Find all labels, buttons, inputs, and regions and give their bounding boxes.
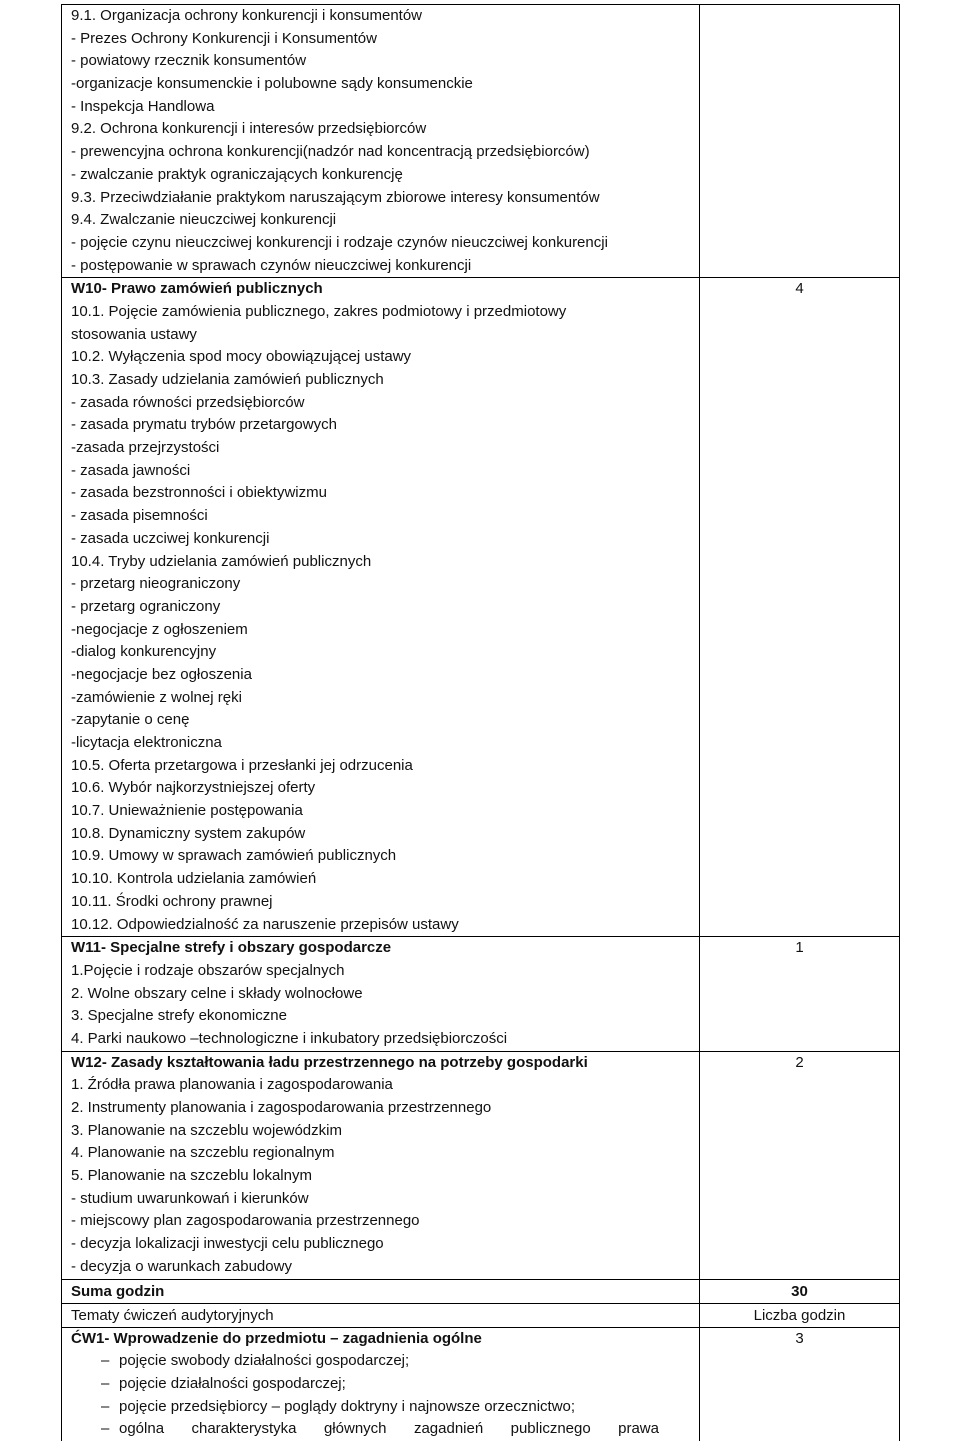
topic-line: 10.3. Zasady udzielania zamówień publicznych: [71, 371, 384, 388]
exercises-header-row: [62, 1303, 900, 1327]
bullet-text: pojęcie przedsiębiorcy – poglądy doktryny i najnowsze orzecznictwo;: [119, 1397, 576, 1415]
topic-line: 10.8. Dynamiczny system zakupów: [71, 824, 306, 842]
topic-line: 10.5. Oferta przetargowa i przesłanki jej odrzucenia: [71, 756, 413, 774]
topic-line: 9.3. Przeciwdziałanie praktykom naruszającym zbiorowe interesy konsumentów: [71, 188, 600, 206]
word: publicznego: [510, 1420, 591, 1438]
topic-line: - prewencyjna ochrona konkurencji(nadzór nad koncentracją przedsiębiorców): [71, 143, 590, 161]
word: charakterystyka: [191, 1420, 297, 1438]
topic-cell: [62, 937, 700, 1051]
topic-line: -negocjacje z ogłoszeniem: [71, 620, 248, 638]
topic-line: stosowania ustawy: [71, 325, 197, 343]
summary-row-value: 30: [791, 1282, 808, 1300]
topic-line: 10.7. Unieważnienie postępowania: [71, 802, 303, 820]
topic-line: 9.4. Zwalczanie nieuczciwej konkurencji: [71, 211, 337, 229]
topic-cell: [62, 5, 700, 278]
topic-line: 3. Specjalne strefy ekonomiczne: [71, 1007, 287, 1025]
summary-row: [62, 1279, 900, 1303]
topic-line: - decyzja lokalizacji inwestycji celu publicznego: [71, 1235, 384, 1253]
summary-row-value-cell: [700, 1279, 900, 1303]
topic-line: 4. Parki naukowo –technologiczne i inkubatory przedsiębiorczości: [71, 1029, 508, 1047]
topic-line: - zasada równości przedsiębiorców: [71, 393, 305, 411]
word: zagadnień: [413, 1420, 484, 1438]
hours-value: [700, 5, 899, 28]
exercises-header-row-value-cell: [700, 1303, 900, 1327]
exercise-hours-cell: [700, 1327, 900, 1441]
topic-line: -zasada przejrzystości: [71, 439, 220, 457]
topic-line: 10.6. Wybór najkorzystniejszej oferty: [71, 779, 316, 797]
topic-line: - zasada prymatu trybów przetargowych: [71, 416, 337, 434]
topic-line: 10.11. Środki ochrony prawnej: [71, 892, 273, 910]
topic-line: 10.2. Wyłączenia spod mocy obowiązującej ustawy: [71, 348, 412, 366]
topic-line: 10.12. Odpowiedzialność za naruszenie przepisów ustawy: [71, 915, 459, 933]
exercise-topic-cell: [62, 1327, 700, 1441]
topic-line: 1.Pojęcie i rodzaje obszarów specjalnych: [71, 961, 345, 979]
dash-bullet-icon: –: [101, 1397, 110, 1415]
hours-value: 1: [795, 939, 804, 957]
bullet-item: [71, 1350, 695, 1373]
topic-line: 10.9. Umowy w sprawach zamówień publicznych: [71, 847, 397, 865]
topic-line: - zasada pisemności: [71, 507, 208, 525]
topic-line: - zasada bezstronności i obiektywizmu: [71, 484, 327, 502]
summary-row-label-cell: [62, 1279, 700, 1303]
dash-bullet-icon: –: [101, 1420, 110, 1438]
hours-cell: [700, 1051, 900, 1279]
hours-cell: [700, 937, 900, 1051]
exercises-header-row-value: Liczba godzin: [753, 1306, 846, 1324]
topic-line: -zamówienie z wolnej ręki: [71, 688, 242, 706]
topic-line: - decyzja o warunkach zabudowy: [71, 1257, 292, 1275]
topic-line: 9.2. Ochrona konkurencji i interesów przedsiębiorców: [71, 120, 427, 138]
lecture-row: [62, 1051, 900, 1279]
topic-line: - zwalczanie praktyk ograniczających konkurencję: [71, 165, 403, 183]
lecture-row: [62, 937, 900, 1051]
word: głównych: [323, 1420, 387, 1438]
exercises-header-row-label-cell: [62, 1303, 700, 1327]
word: prawa: [618, 1420, 659, 1438]
exercise-title: ĆW1- Wprowadzenie do przedmiotu – zagadnienia ogólne: [71, 1329, 482, 1347]
topic-line: 2. Wolne obszary celne i składy wolnocłowe: [71, 984, 363, 1002]
topic-line: -licytacja elektroniczna: [71, 734, 222, 751]
dash-bullet-icon: –: [101, 1352, 110, 1370]
summary-row-label: Suma godzin: [71, 1282, 165, 1300]
bullet-text: pojęcie działalności gospodarczej;: [119, 1374, 346, 1392]
bullet-text-justified: [119, 1418, 659, 1441]
bullet-item: [71, 1373, 695, 1396]
hours-value: 4: [795, 280, 804, 298]
lecture-title: W10- Prawo zamówień publicznych: [71, 280, 323, 298]
lecture-row: [62, 5, 900, 278]
topic-line: -negocjacje bez ogłoszenia: [71, 665, 252, 683]
topic-line: - postępowanie w sprawach czynów nieuczciwej konkurencji: [71, 256, 472, 274]
lecture-title: W11- Specjalne strefy i obszary gospodarcze: [71, 939, 392, 957]
topic-line: 10.10. Kontrola udzielania zamówień: [71, 870, 317, 888]
topic-line: - Prezes Ochrony Konkurencji i Konsumentów: [71, 29, 377, 47]
topic-line: -zapytanie o cenę: [71, 711, 190, 729]
topic-line: - miejscowy plan zagospodarowania przestrzennego: [71, 1212, 420, 1230]
topic-line: 10.4. Tryby udzielania zamówień publicznych: [71, 552, 372, 570]
topic-line: -dialog konkurencyjny: [71, 643, 217, 661]
lecture-title: W12- Zasady kształtowania ładu przestrzennego na potrzeby gospodarki: [71, 1053, 588, 1071]
word: ogólna: [119, 1420, 165, 1438]
topic-line: - przetarg nieograniczony: [71, 575, 241, 593]
topic-line: 1. Źródła prawa planowania i zagospodarowania: [71, 1076, 393, 1094]
topic-cell: [62, 278, 700, 937]
syllabus-table: [61, 4, 900, 1441]
topic-line: 9.1. Organizacja ochrony konkurencji i konsumentów: [71, 7, 423, 24]
hours-value: 2: [795, 1053, 804, 1071]
topic-line: - zasada uczciwej konkurencji: [71, 529, 270, 547]
lecture-row: [62, 278, 900, 937]
bullet-item: [71, 1418, 695, 1441]
topic-line: - zasada jawności: [71, 461, 191, 479]
hours-cell: [700, 5, 900, 278]
topic-line: 10.1. Pojęcie zamówienia publicznego, zakres podmiotowy i przedmiotowy: [71, 302, 567, 320]
topic-line: 5. Planowanie na szczeblu lokalnym: [71, 1167, 312, 1185]
bullet-text: pojęcie swobody działalności gospodarczej;: [119, 1352, 410, 1370]
dash-bullet-icon: –: [101, 1374, 110, 1392]
topic-cell: [62, 1051, 700, 1279]
topic-line: - studium uwarunkowań i kierunków: [71, 1189, 309, 1207]
topic-line: - Inspekcja Handlowa: [71, 97, 215, 115]
exercise-row: [62, 1327, 900, 1441]
topic-line: - pojęcie czynu nieuczciwej konkurencji i rodzaje czynów nieuczciwej konkurencji: [71, 233, 608, 251]
exercises-header-row-label: Tematy ćwiczeń audytoryjnych: [71, 1306, 274, 1324]
topic-line: - przetarg ograniczony: [71, 597, 221, 615]
topic-line: -organizacje konsumenckie i polubowne sądy konsumenckie: [71, 75, 473, 93]
topic-line: 3. Planowanie na szczeblu wojewódzkim: [71, 1121, 342, 1139]
topic-line: - powiatowy rzecznik konsumentów: [71, 52, 307, 70]
bullet-item: [71, 1396, 695, 1419]
topic-line: 4. Planowanie na szczeblu regionalnym: [71, 1144, 335, 1162]
hours-cell: [700, 278, 900, 937]
topic-line: 2. Instrumenty planowania i zagospodarowania przestrzennego: [71, 1099, 492, 1116]
exercise-hours: 3: [795, 1329, 804, 1347]
